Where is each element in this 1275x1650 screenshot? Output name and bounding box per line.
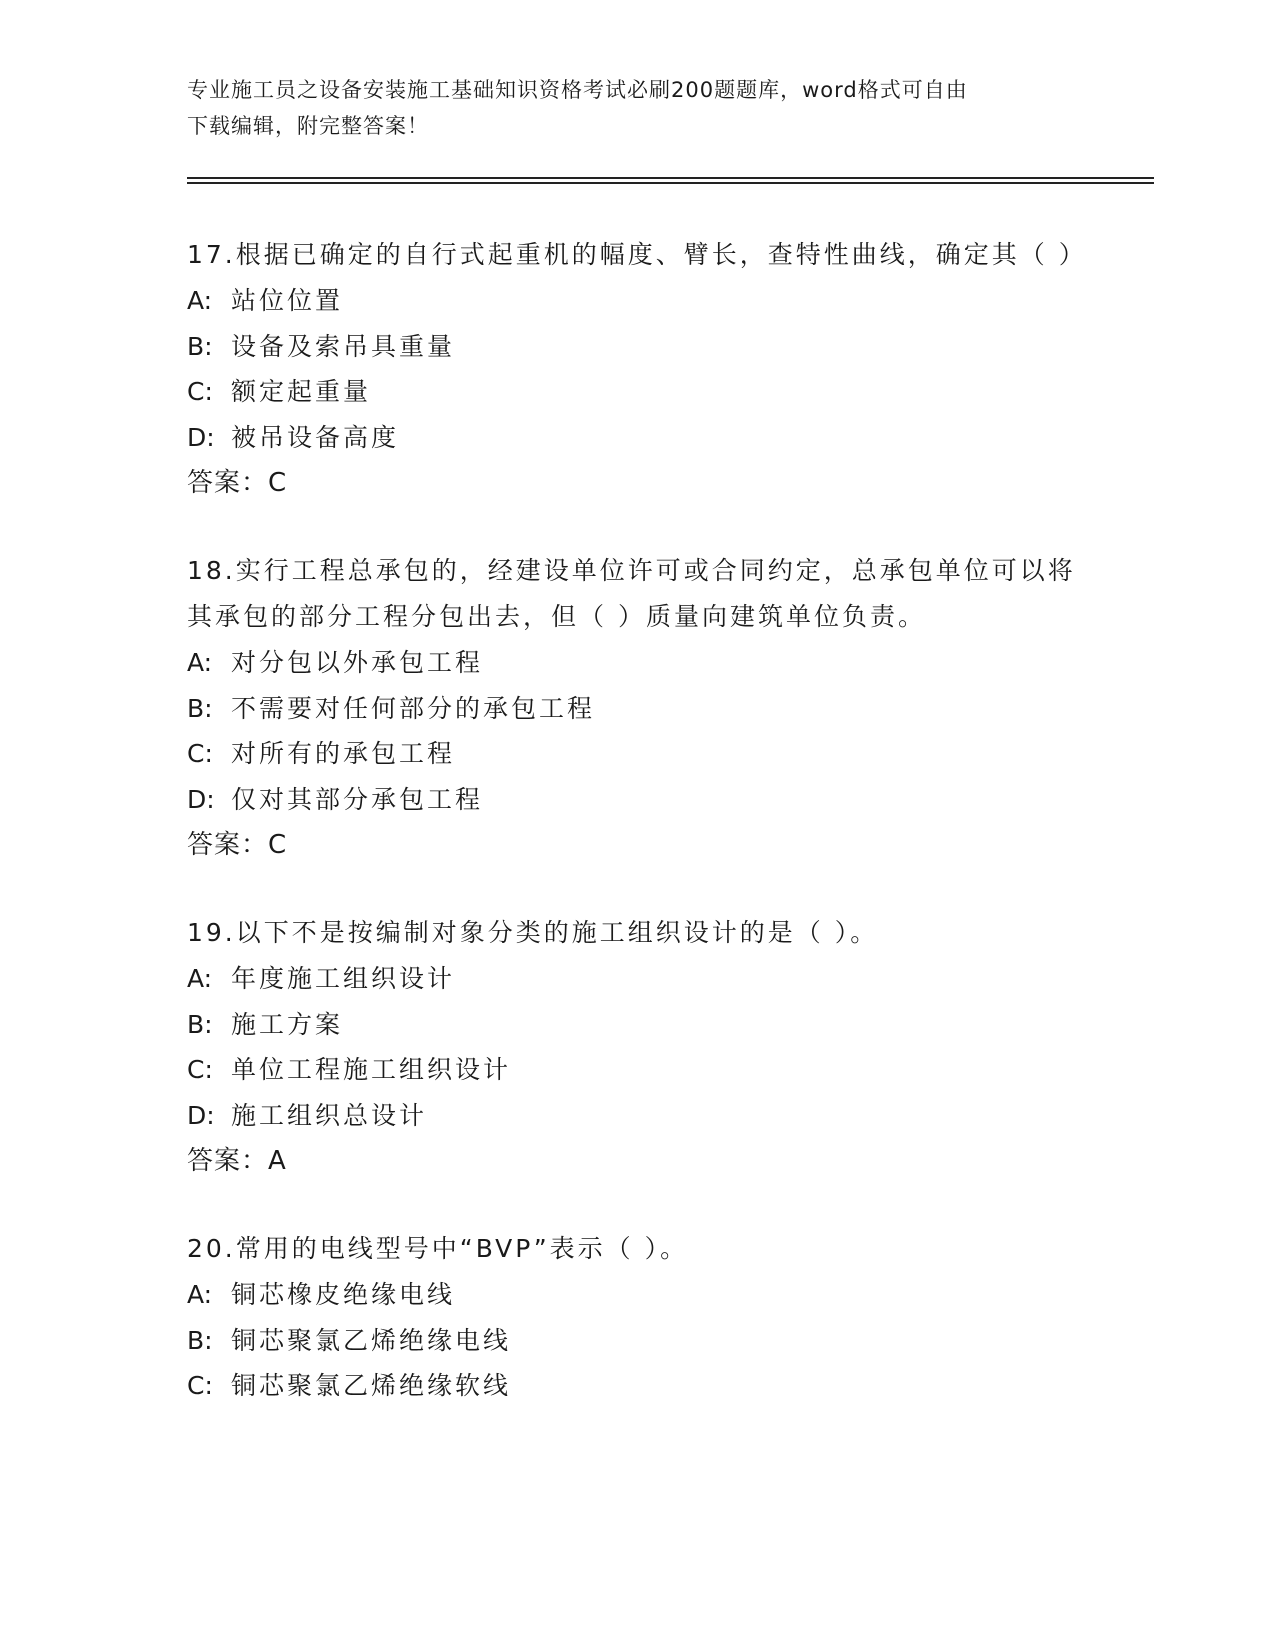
option-c (187, 369, 1087, 415)
option-letter: A: (187, 1280, 213, 1309)
option-text: 年度施工组织设计 (231, 964, 456, 993)
option-text: 不需要对任何部分的承包工程 (231, 693, 596, 723)
option-letter: C: (187, 1055, 213, 1084)
option-d (187, 1093, 1087, 1139)
option-text: 铜芯聚氯乙烯绝缘软线 (231, 1371, 512, 1400)
question-18 (187, 548, 1087, 868)
answer-line: 答案：A (187, 1146, 287, 1176)
question-list (187, 232, 1087, 1451)
question-19 (187, 910, 1087, 1184)
question-stem: 19.以下不是按编制对象分类的施工组织设计的是（ ）。 (187, 918, 879, 947)
option-text: 额定起重量 (231, 377, 372, 406)
option-b (187, 324, 1087, 370)
header-divider-bottom (187, 182, 1154, 184)
option-text: 对所有的承包工程 (231, 739, 456, 768)
option-a (187, 1272, 1087, 1318)
option-letter: D: (187, 784, 215, 814)
option-a (187, 278, 1087, 324)
option-d (187, 415, 1087, 461)
option-text: 施工方案 (231, 1009, 344, 1039)
option-c (187, 1047, 1087, 1093)
option-a (187, 956, 1087, 1002)
option-letter: A: (187, 648, 213, 677)
header-divider-top (187, 177, 1154, 179)
option-text: 施工组织总设计 (231, 1100, 428, 1130)
option-b (187, 1002, 1087, 1048)
option-letter: C: (187, 377, 213, 406)
question-stem: 20.常用的电线型号中“BVP”表示（ ）。 (187, 1234, 689, 1263)
option-letter: D: (187, 422, 215, 452)
answer-line: 答案：C (187, 830, 288, 860)
option-text: 对分包以外承包工程 (231, 648, 484, 677)
option-letter: B: (187, 331, 213, 361)
option-text: 被吊设备高度 (231, 422, 400, 452)
option-a (187, 640, 1087, 686)
option-c (187, 731, 1087, 777)
option-letter: C: (187, 739, 213, 768)
question-stem: 17.根据已确定的自行式起重机的幅度、臂长，查特性曲线，确定其（ ） (187, 240, 1087, 269)
question-17 (187, 232, 1087, 506)
question-20 (187, 1226, 1087, 1409)
option-text: 铜芯聚氯乙烯绝缘电线 (231, 1325, 512, 1355)
question-stem: 18.实行工程总承包的，经建设单位许可或合同约定，总承包单位可以将其承包的部分工程分包出去，但（ ）质量向建筑单位负责。 (187, 556, 1076, 631)
option-letter: B: (187, 693, 213, 723)
option-letter: D: (187, 1100, 215, 1130)
document-header (187, 72, 1087, 144)
header-line-1: 专业施工员之设备安装施工基础知识资格考试必刷200题题库，word格式可自由 (187, 78, 968, 102)
option-letter: A: (187, 964, 213, 993)
option-text: 单位工程施工组织设计 (231, 1055, 512, 1084)
option-text: 铜芯橡皮绝缘电线 (231, 1280, 456, 1309)
option-b (187, 1318, 1087, 1364)
option-text: 设备及索吊具重量 (231, 331, 456, 361)
option-b (187, 686, 1087, 732)
option-text: 仅对其部分承包工程 (231, 784, 484, 814)
option-letter: B: (187, 1009, 213, 1039)
option-letter: B: (187, 1325, 213, 1355)
option-c (187, 1363, 1087, 1409)
option-letter: A: (187, 286, 213, 315)
option-text: 站位位置 (231, 286, 344, 315)
header-line-2: 下载编辑，附完整答案！ (187, 114, 429, 138)
option-letter: C: (187, 1371, 213, 1400)
answer-line: 答案：C (187, 468, 288, 498)
option-d (187, 777, 1087, 823)
